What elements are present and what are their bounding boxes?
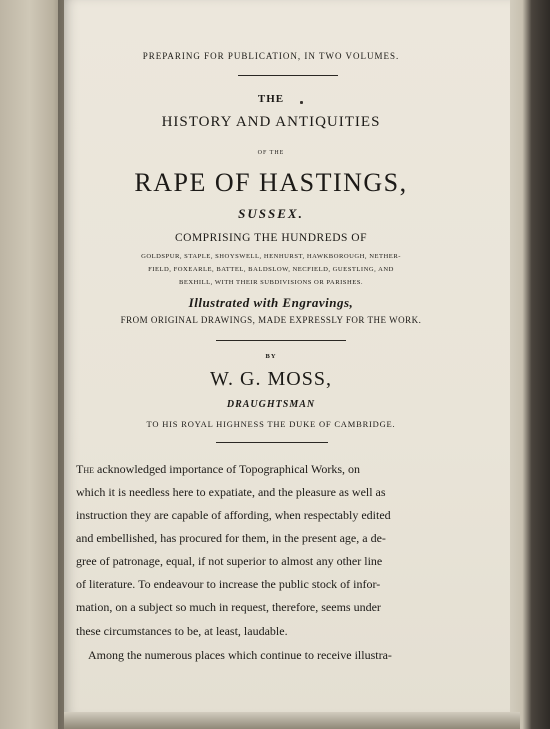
body-line <box>76 462 468 477</box>
title-county: SUSSEX. <box>238 206 304 221</box>
body-line: mation, on a subject so much in request, therefore, seems under <box>76 600 381 614</box>
author-role: DRAUGHTSMAN <box>226 399 316 410</box>
illustrated-line: Illustrated with Engravings, <box>188 295 354 310</box>
title-of-the: OF THE <box>257 150 285 156</box>
ink-speck <box>300 101 303 104</box>
drawings-line: FROM ORIGINAL DRAWINGS, MADE EXPRESSLY FOR THE WORK. <box>120 315 422 325</box>
body-line: and embellished, has procured for them, in the present age, a de- <box>76 531 386 545</box>
body-line: instruction they are capable of affording, when respectably edited <box>76 508 391 522</box>
body-line: gree of patronage, equal, if not superior to almost any other line <box>76 554 383 568</box>
publication-notice: PREPARING FOR PUBLICATION, IN TWO VOLUMES. <box>142 51 400 61</box>
body-line: which it is needless here to expatiate, and the pleasure as well as <box>76 485 386 499</box>
page-bottom-edge <box>64 712 520 729</box>
body-line-text: acknowledged importance of Topographical Works, on <box>94 462 361 476</box>
left-page-edge <box>0 0 66 729</box>
divider-rule <box>238 75 338 76</box>
body-line: of literature. To endeavour to increase the public stock of infor- <box>76 577 381 591</box>
title-history: HISTORY AND ANTIQUITIES <box>161 114 381 130</box>
patron-line: TO HIS ROYAL HIGHNESS THE DUKE OF CAMBRIDGE. <box>146 419 396 429</box>
hundreds-line-3: BEXHILL, WITH THEIR SUBDIVISIONS OR PARISHES. <box>178 279 364 286</box>
by-line: BY <box>265 353 277 360</box>
title-article: THE <box>257 93 285 105</box>
title-main: RAPE OF HASTINGS, <box>134 168 408 197</box>
hundreds-line-2: FIELD, FOXEARLE, BATTEL, BALDSLOW, NECFIELD, GUESTLING, AND <box>148 266 394 273</box>
divider-rule <box>216 340 346 341</box>
right-fore-edge <box>504 0 550 729</box>
body-line: these circumstances to be, at least, laudable. <box>76 624 288 638</box>
comprising-heading: COMPRISING THE HUNDREDS OF <box>174 232 368 244</box>
divider-rule <box>216 442 328 443</box>
hundreds-line-1: GOLDSPUR, STAPLE, SHOYSWELL, HENHURST, HAWKBOROUGH, NETHER- <box>141 253 401 260</box>
body-lead-word: The <box>76 462 94 476</box>
author-name: W. G. MOSS, <box>210 368 332 390</box>
body-line-last: Among the numerous places which continue to receive illustra- <box>88 648 392 662</box>
